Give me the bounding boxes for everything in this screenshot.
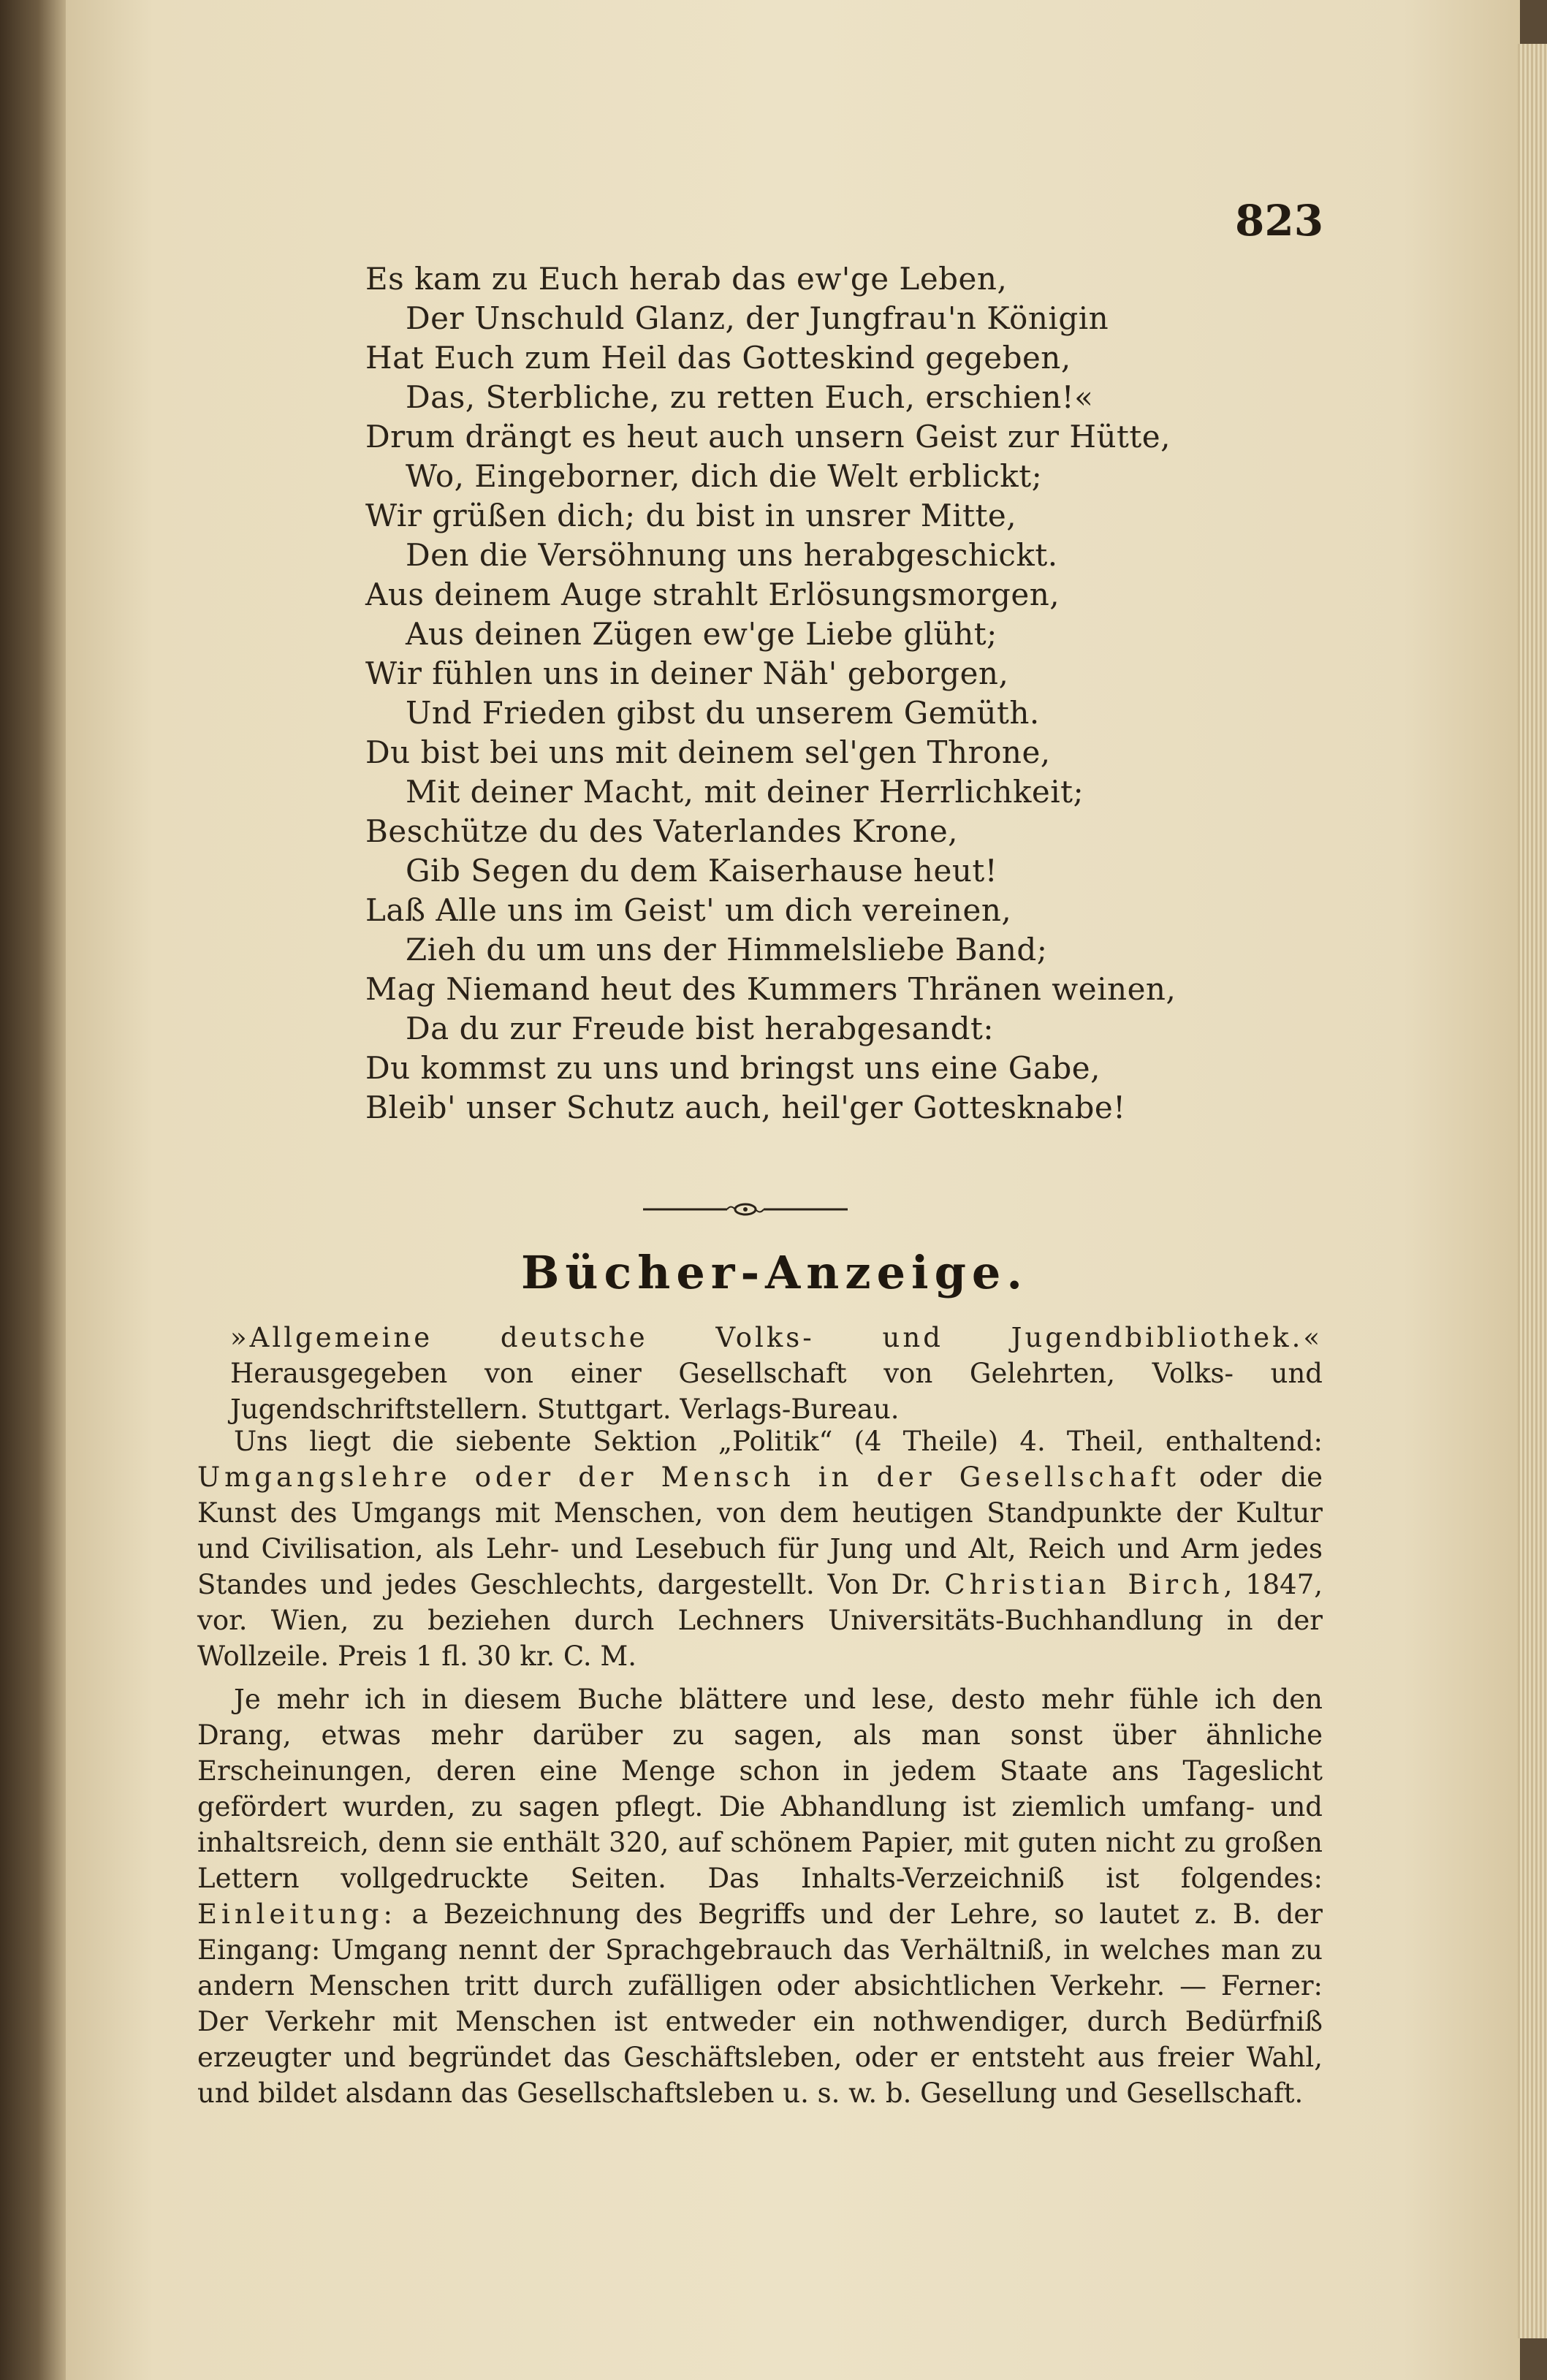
page-edges xyxy=(1518,44,1547,2338)
book-title: »Allgemeine deutsche Volks- und Jugendbibliothek.« xyxy=(230,1322,1323,1353)
poem-line: Laß Alle uns im Geist' um dich vereinen, xyxy=(365,892,1012,928)
poem-line: Hat Euch zum Heil das Gotteskind gegeben, xyxy=(365,340,1071,376)
poem-line: Aus deinem Auge strahlt Erlösungsmorgen, xyxy=(365,577,1060,612)
poem-line: Bleib' unser Schutz auch, heil'ger Gottesknabe! xyxy=(365,1090,1126,1125)
poem-line: Wir grüßen dich; du bist in unsrer Mitte, xyxy=(365,498,1017,533)
poem-line: Du kommst zu uns und bringst uns eine Gabe, xyxy=(365,1050,1101,1086)
poem-line: Es kam zu Euch herab das ew'ge Leben, xyxy=(365,261,1008,297)
poem xyxy=(365,259,1315,1128)
author-name: Christian Birch xyxy=(944,1569,1224,1600)
poem-line: Und Frieden gibst du unserem Gemüth. xyxy=(406,695,1040,731)
poem-line: Zieh du um uns der Himmelsliebe Band; xyxy=(406,932,1048,967)
poem-line: Das, Sterbliche, zu retten Euch, erschien!« xyxy=(406,379,1094,415)
divider-ornament xyxy=(643,1198,848,1220)
introduction-label: Einleitung: xyxy=(197,1898,397,1930)
poem-line: Du bist bei uns mit deinem sel'gen Throne, xyxy=(365,734,1051,770)
page-number: 823 xyxy=(1235,196,1324,246)
poem-line: Wo, Eingeborner, dich die Welt erblickt; xyxy=(406,458,1043,494)
poem-line: Wir fühlen uns in deiner Näh' geborgen, xyxy=(365,655,1009,691)
book-gutter-shadow xyxy=(0,0,69,2380)
poem-line: Mag Niemand heut des Kummers Thränen weinen, xyxy=(365,971,1177,1007)
poem-line: Beschütze du des Vaterlandes Krone, xyxy=(365,813,959,849)
poem-line: Drum drängt es heut auch unsern Geist zur Hütte, xyxy=(365,419,1171,455)
poem-line: Mit deiner Macht, mit deiner Herrlichkeit; xyxy=(406,774,1084,810)
section-title: Bücher-Anzeige. xyxy=(521,1246,1028,1299)
paragraph-text: Je mehr ich in diesem Buche blättere und lese, desto mehr fühle ich den Drang, etwas mehr darüber zu sagen, als man sonst über ähnliche Erscheinungen, deren eine Menge schon in jedem Staate ans Tageslicht gefördert wurden, zu sagen pflegt. Die Abhandlung ist ziemlich umfang- und inhaltsreich, denn sie enthält 320, auf schönem Papier, mit guten nicht zu großen Lettern vollgedruckte Seiten. Das Inhalts-Verzeichniß ist folgendes: xyxy=(197,1684,1323,1894)
poem-line: Den die Versöhnung uns herabgeschickt. xyxy=(406,537,1058,573)
paragraph-text: Uns liegt die siebente Sektion „Politik“ (4 Theile) 4. Theil, enthaltend: xyxy=(234,1426,1323,1457)
book-notice-details: Herausgegeben von einer Gesellschaft von Gelehrten, Volks- und Jugendschriftstellern. Stuttgart. Verlags-Bureau. xyxy=(230,1358,1323,1425)
paragraph xyxy=(197,1681,1323,2111)
poem-line: Aus deinen Zügen ew'ge Liebe glüht; xyxy=(406,616,997,652)
book-subtitle: Umgangslehre oder der Mensch in der Gesellschaft xyxy=(197,1461,1180,1493)
paragraph-text: , 1847, vor. Wien, zu beziehen durch Lechners Universitäts-Buchhandlung in der Wollzeile. Preis 1 fl. 30 kr. C. M. xyxy=(197,1569,1323,1672)
review-body xyxy=(197,1423,1323,2111)
poem-line: Der Unschuld Glanz, der Jungfrau'n Königin xyxy=(406,300,1109,336)
paragraph-text: oder die Kunst des Umgangs mit Menschen, von dem heutigen Standpunkte der Kultur und Civilisation, als Lehr- und Lesebuch für Jung und Alt, Reich und Arm jedes Standes und jedes Geschlechts, dargestellt. Von Dr. xyxy=(197,1461,1323,1600)
paragraph xyxy=(197,1423,1323,1674)
paragraph-text: a Bezeichnung des Begriffs und der Lehre, so lautet z. B. der Eingang: Umgang nennt der Sprachgebrauch das Verhältniß, in welches man zu andern Menschen tritt durch zufälligen oder absichtlichen Verkehr. — Ferner: Der Verkehr mit Menschen ist entweder ein nothwendiger, durch Bedürfniß erzeugter und begründet das Geschäftsleben, oder er entsteht aus freier Wahl, und bildet alsdann das Gesellschaftsleben u. s. w. b. Gesellung und Gesellschaft. xyxy=(197,1898,1323,2109)
poem-line: Gib Segen du dem Kaiserhause heut! xyxy=(406,853,998,889)
poem-line: Da du zur Freude bist herabgesandt: xyxy=(406,1011,994,1046)
book-notice xyxy=(230,1320,1323,1427)
